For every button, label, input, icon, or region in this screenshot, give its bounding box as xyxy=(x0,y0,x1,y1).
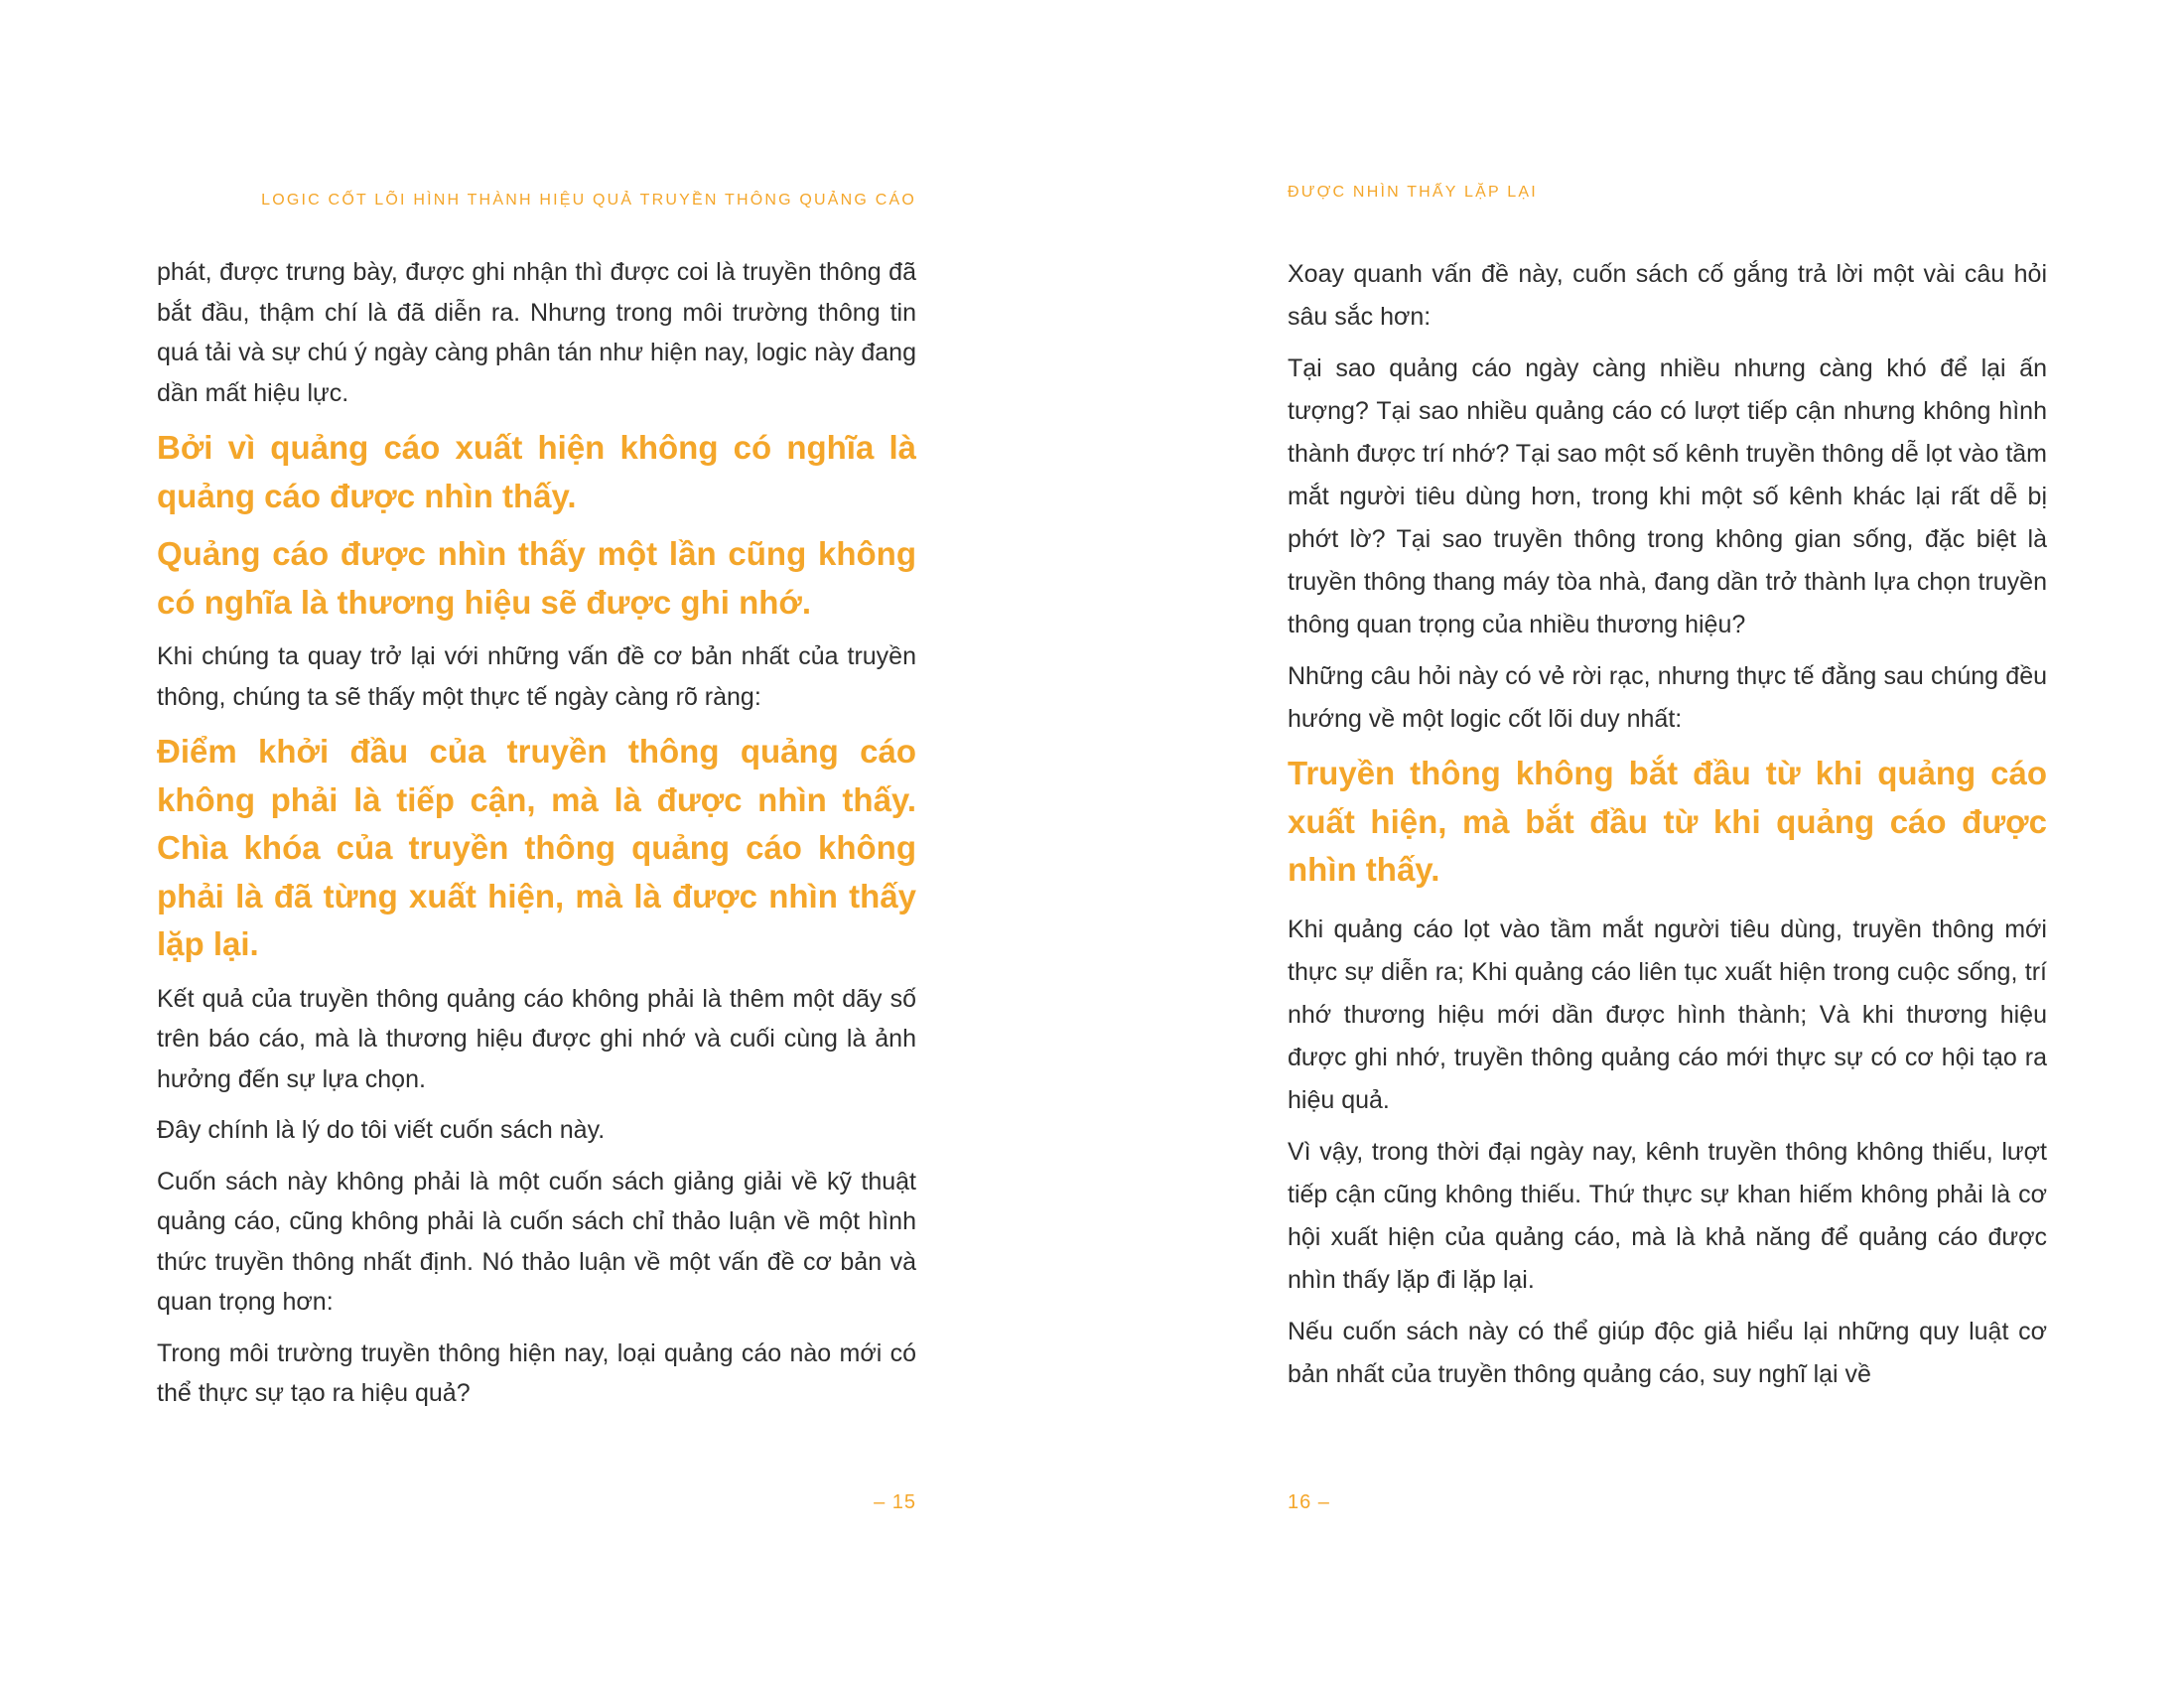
page-number-left: – 15 xyxy=(874,1491,916,1513)
body-paragraph: Đây chính là lý do tôi viết cuốn sách này. xyxy=(157,1116,606,1144)
body-paragraph: Vì vậy, trong thời đại ngày nay, kênh truyền thông không thiếu, lượt tiếp cận cũng không thiếu. Thứ thực sự khan hiếm không phải là cơ hội xuất hiện của quảng cáo, mà là khả năng để quảng cáo được nhìn thấy lặp đi lặp lại. xyxy=(1288,1137,2047,1294)
page-number-right: 16 – xyxy=(1288,1491,1330,1513)
right-page-content xyxy=(1288,253,2047,1405)
body-paragraph: phát, được trưng bày, được ghi nhận thì được coi là truyền thông đã bắt đầu, thậm chí là đã diễn ra. Nhưng trong môi trường thông tin quá tải và sự chú ý ngày càng phân tán như hiện nay, logic này đang dần mất hiệu lực. xyxy=(157,258,916,407)
body-paragraph: Khi chúng ta quay trở lại với những vấn đề cơ bản nhất của truyền thông, chúng ta sẽ thấy một thực tế ngày càng rõ ràng: xyxy=(157,642,916,711)
body-paragraph: Khi quảng cáo lọt vào tầm mắt người tiêu dùng, truyền thông mới thực sự diễn ra; Khi quảng cáo liên tục xuất hiện trong cuộc sống, trí nhớ thương hiệu mới dần được hình thành; Và khi thương hiệu được ghi nhớ, truyền thông quảng cáo mới thực sự có cơ hội tạo ra hiệu quả. xyxy=(1288,914,2047,1114)
body-paragraph: Xoay quanh vấn đề này, cuốn sách cố gắng trả lời một vài câu hỏi sâu sắc hơn: xyxy=(1288,260,2047,331)
running-head-left: LOGIC CỐT LÕI HÌNH THÀNH HIỆU QUẢ TRUYỀN THÔNG QUẢNG CÁO xyxy=(261,192,916,209)
running-head-right: ĐƯỢC NHÌN THẤY LẶP LẠI xyxy=(1288,184,1538,201)
body-paragraph: Kết quả của truyền thông quảng cáo không phải là thêm một dãy số trên báo cáo, mà là thương hiệu được ghi nhớ và cuối cùng là ảnh hưởng đến sự lựa chọn. xyxy=(157,984,916,1093)
emphasis-paragraph: Điểm khởi đầu của truyền thông quảng cáo không phải là tiếp cận, mà là được nhìn thấy. Chìa khóa của truyền thông quảng cáo không phải là đã từng xuất hiện, mà là được nhìn thấy lặp lại. xyxy=(157,733,916,962)
left-page-content xyxy=(157,252,916,1425)
emphasis-paragraph: Quảng cáo được nhìn thấy một lần cũng không có nghĩa là thương hiệu sẽ được ghi nhớ. xyxy=(157,535,916,621)
left-page xyxy=(157,0,916,1688)
emphasis-paragraph: Truyền thông không bắt đầu từ khi quảng cáo xuất hiện, mà bắt đầu từ khi quảng cáo được nhìn thấy. xyxy=(1288,755,2047,888)
body-paragraph: Những câu hỏi này có vẻ rời rạc, nhưng thực tế đằng sau chúng đều hướng về một logic cốt lõi duy nhất: xyxy=(1288,662,2047,733)
body-paragraph: Cuốn sách này không phải là một cuốn sách giảng giải về kỹ thuật quảng cáo, cũng không phải là cuốn sách chỉ thảo luận về một hình thức truyền thông nhất định. Nó thảo luận về một vấn đề cơ bản và quan trọng hơn: xyxy=(157,1167,916,1316)
body-paragraph: Nếu cuốn sách này có thể giúp độc giả hiểu lại những quy luật cơ bản nhất của truyền thông quảng cáo, suy nghĩ lại về xyxy=(1288,1317,2047,1388)
body-paragraph: Tại sao quảng cáo ngày càng nhiều nhưng càng khó để lại ấn tượng? Tại sao nhiều quảng cáo có lượt tiếp cận nhưng không hình thành được trí nhớ? Tại sao một số kênh truyền thông dễ lọt vào tầm mắt người tiêu dùng hơn, trong khi một số kênh khác lại rất dễ bị phớt lờ? Tại sao truyền thông trong không gian sống, đặc biệt là truyền thông thang máy tòa nhà, đang dần trở thành lựa chọn truyền thông quan trọng của nhiều thương hiệu? xyxy=(1288,354,2047,638)
body-paragraph: Trong môi trường truyền thông hiện nay, loại quảng cáo nào mới có thể thực sự tạo ra hiệu quả? xyxy=(157,1338,916,1407)
right-page xyxy=(1288,0,2047,1688)
emphasis-paragraph: Bởi vì quảng cáo xuất hiện không có nghĩa là quảng cáo được nhìn thấy. xyxy=(157,429,916,514)
